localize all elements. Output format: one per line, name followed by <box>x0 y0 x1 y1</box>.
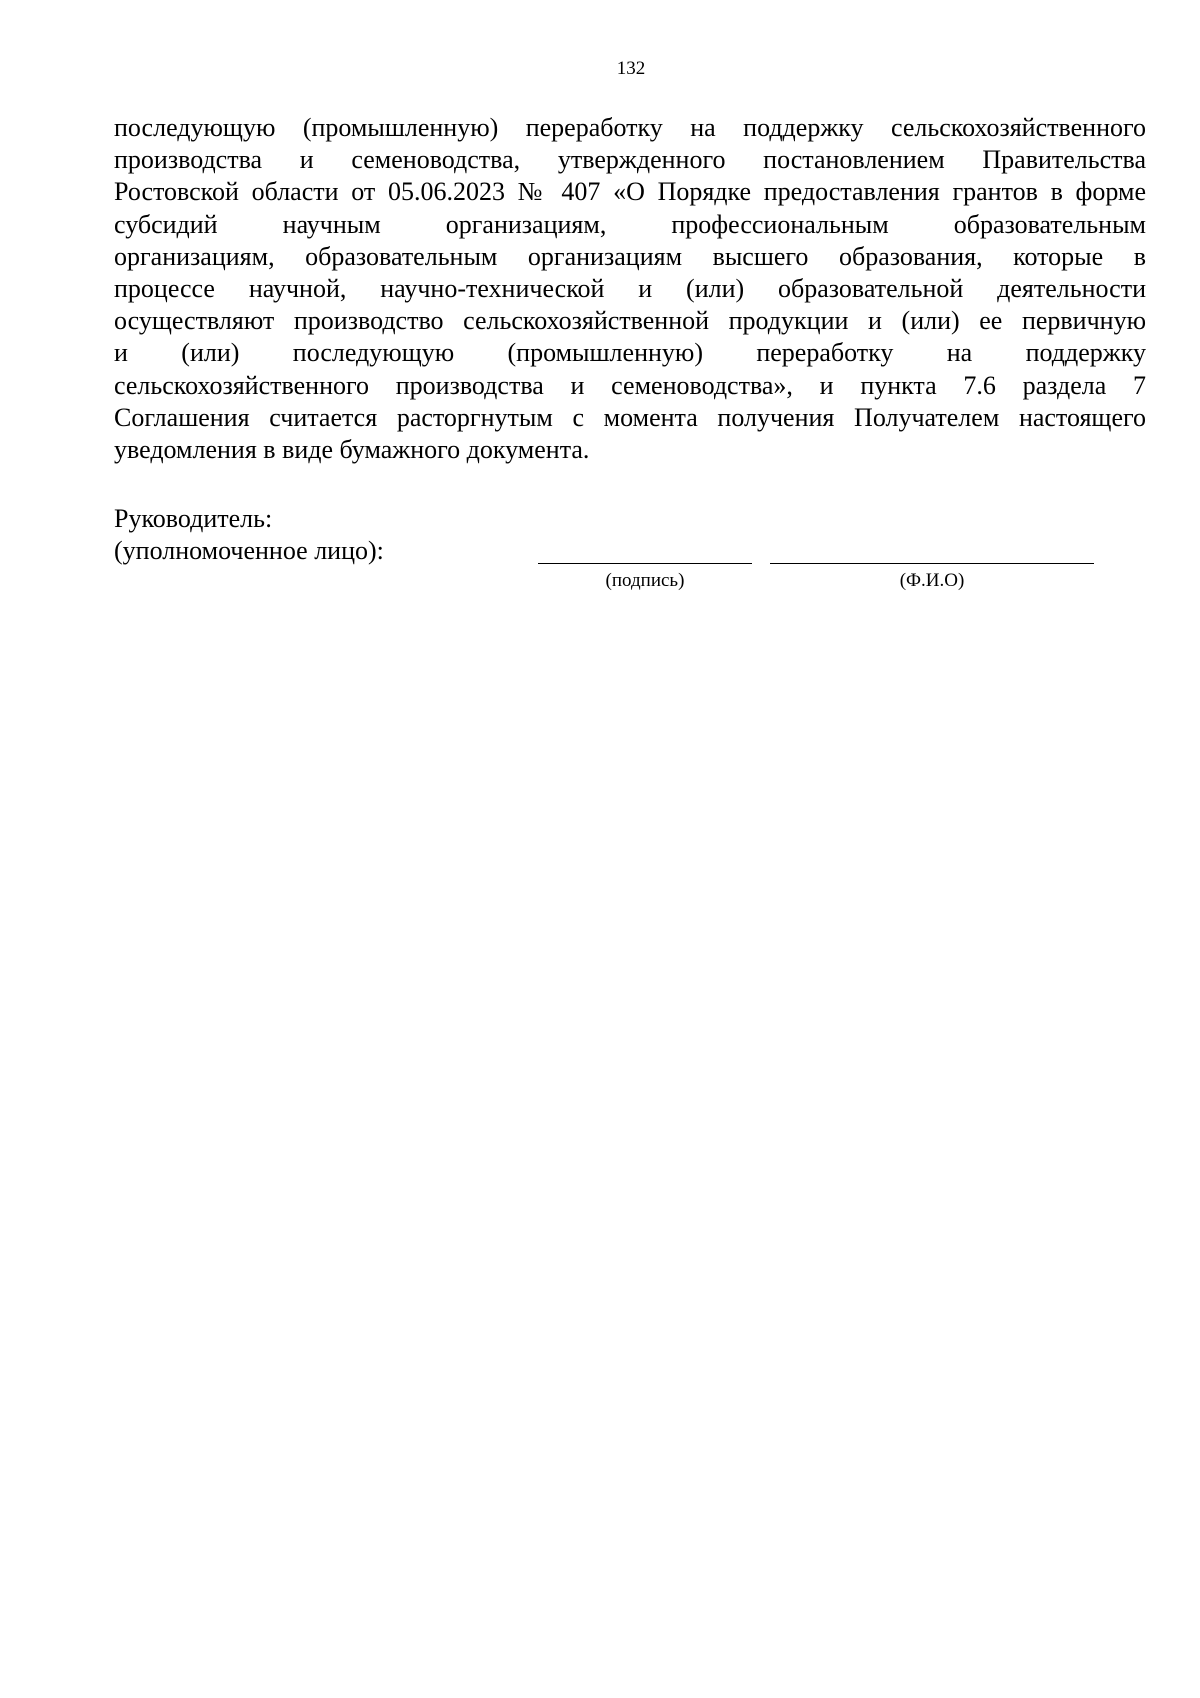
signature-block <box>114 503 1146 593</box>
paragraph-line: последующую (промышленную) переработку на поддержку сельскохозяйственного <box>114 113 1146 142</box>
paragraph-line: процессе научной, научно-технической и (или) образовательной деятельности <box>114 273 1146 303</box>
page-number: 132 <box>616 58 646 79</box>
paragraph-line: осуществляют производство сельскохозяйственной продукции и (или) ее первичную <box>114 306 1146 336</box>
signatory-title: Руководитель: <box>114 504 273 533</box>
name-line <box>770 563 1094 564</box>
paragraph-line: Соглашения считается расторгнутым с момента получения Получателем настоящего <box>114 402 1146 432</box>
paragraph-line: производства и семеноводства, утвержденного постановлением Правительства <box>114 145 1146 175</box>
paragraph-line-last: уведомления в виде бумажного документа. <box>114 434 590 464</box>
signatory-subtitle: (уполномоченное лицо): <box>114 536 384 565</box>
paragraph-line: Ростовской области от 05.06.2023 № 407 «О Порядке предоставления грантов в форме <box>114 177 1146 207</box>
paragraph-line: и (или) последующую (промышленную) переработку на поддержку <box>114 338 1146 368</box>
signature-caption: (подпись) <box>605 570 685 591</box>
name-caption: (Ф.И.О) <box>899 570 965 591</box>
body-paragraph <box>114 112 1146 466</box>
paragraph-line: субсидий научным организациям, профессиональным образовательным <box>114 209 1146 239</box>
paragraph-line: организациям, образовательным организациям высшего образования, которые в <box>114 241 1146 271</box>
paragraph-line: сельскохозяйственного производства и семеноводства», и пункта 7.6 раздела 7 <box>114 370 1146 400</box>
signature-line <box>538 563 752 564</box>
